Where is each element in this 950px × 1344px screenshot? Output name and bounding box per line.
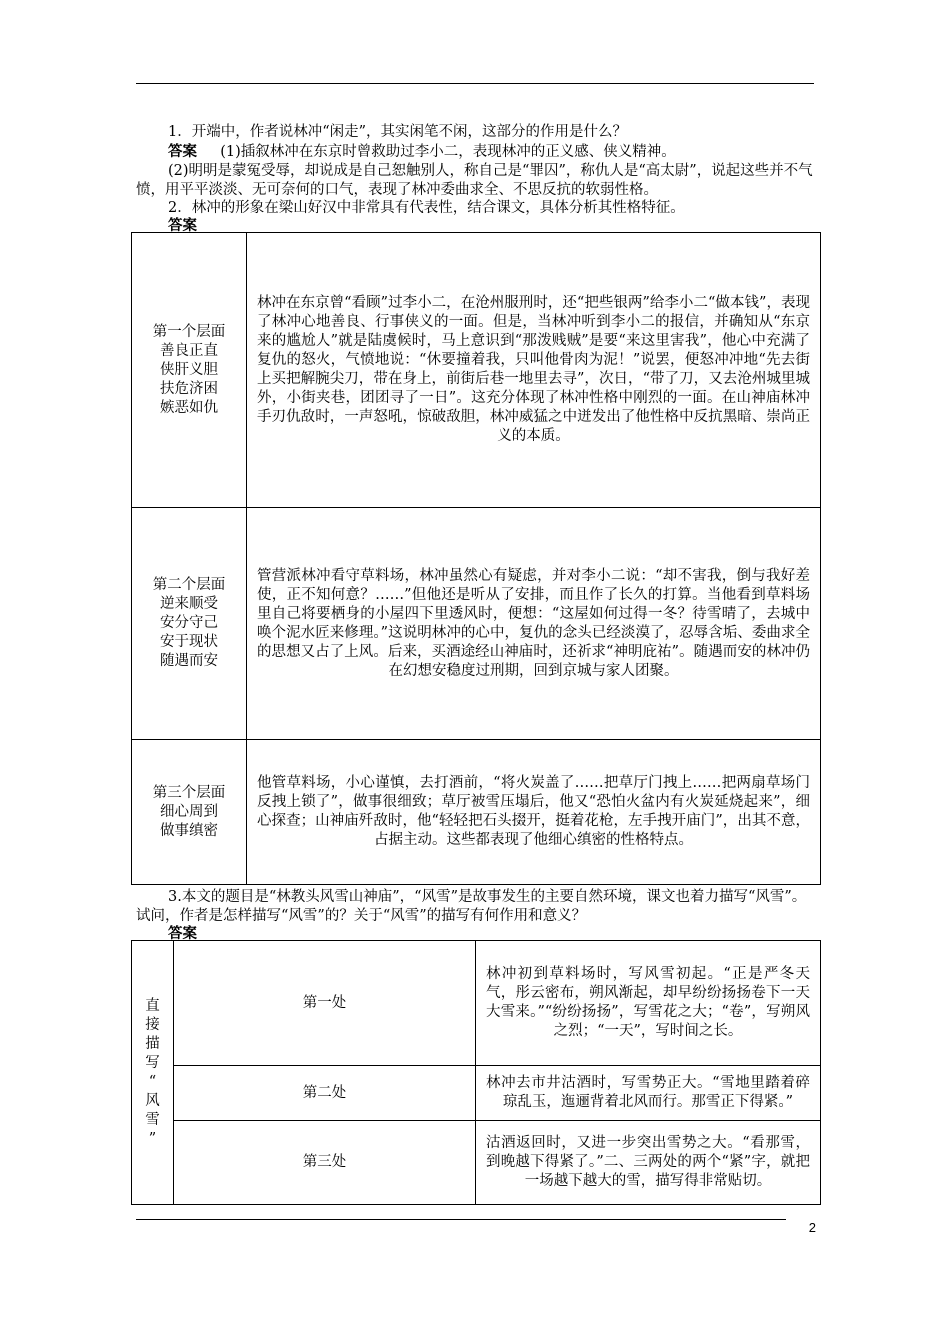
place-2-text: 林冲去市井沽酒时，写雪势正大。“雪地里踏着碎琼乱玉，迤逦背着北风而行。那雪正下得紧。”	[476, 1066, 821, 1121]
row1-analysis: 林冲在东京曾“看顾”过李小二，在沧州服刑时，还“把些银两”给李小二“做本钱”，表现了林冲心地善良、行事侠义的一面。但是，当林冲听到李小二的报信，并确知从“东京来的尴尬人”就是陆虞候时，马上意识到“那泼贱贼”是要“来这里害我”，他心中充满了复仇的怒火，气愤地说：“休要撞着我，只叫他骨肉为泥！”说罢，便怒冲冲地“先去街上买把解腕尖刀，带在身上，前街后巷一地里去寻”，次日，“带了刀，又去沧州城里城外，小街夹巷，团团寻了一日”。这充分体现了林冲性格中刚烈的一面。在山神庙林冲手刃仇敌时，一声怒吼，惊破敌胆，林冲威猛之中迸发出了他性格中反抗黑暗、崇尚正义的本质。	[247, 233, 821, 508]
table-row	[132, 1121, 821, 1205]
q1-question: 1．开端中，作者说林冲“闲走”，其实闲笔不闲，这部分的作用是什么？	[168, 124, 628, 140]
row1-category: 第一个层面 善良正直 侠肝义胆 扶危济困 嫉恶如仇	[132, 233, 247, 508]
row3-analysis: 他管草料场，小心谨慎，去打酒前，“将火炭盖了……把草厅门拽上……把两扇草场门反拽上锁了”，做事很细致；草厅被雪压塌后，他又“恐怕火盆内有火炭延烧起来”，细心探查；山神庙歼敌时，他“轻轻把石头掇开，挺着花枪，左手拽开庙门”，出其不意，占据主动。这些都表现了他细心缜密的性格特点。	[247, 740, 821, 885]
q2-question: 2．林冲的形象在梁山好汉中非常具有代表性，结合课文，具体分析其性格特征。	[168, 200, 685, 216]
footer-rule	[136, 1219, 786, 1220]
q1-answer-label: 答案	[168, 143, 197, 160]
table-row	[132, 941, 821, 1066]
place-2: 第二处	[174, 1066, 476, 1121]
q3-answer-label: 答案	[168, 925, 197, 942]
table-row	[132, 1066, 821, 1121]
q1-answer-line1: (1)插叙林冲在东京时曾救助过李小二，表现林冲的正义感、侠义精神。	[220, 144, 676, 160]
row3-category: 第三个层面 细心周到 做事缜密	[132, 740, 247, 885]
row2-category: 第二个层面 逆来顺受 安分守己 安于现状 随遇而安	[132, 508, 247, 740]
header-rule	[136, 83, 814, 84]
place-1: 第一处	[174, 941, 476, 1066]
q3-answer-table	[131, 940, 821, 1205]
place-1-text: 林冲初到草料场时，写风雪初起。“正是严冬天气，彤云密布，朔风渐起，却早纷纷扬扬卷下一天大雪来。”“纷纷扬扬”，写雪花之大；“卷”，写朔风之烈；“一天”，写时间之长。	[476, 941, 821, 1066]
q2-answer-table	[131, 232, 821, 885]
row2-analysis: 管营派林冲看守草料场，林冲虽然心有疑虑，并对李小二说：“却不害我，倒与我好差使，正不知何意？……”但他还是听从了安排，而且作了长久的打算。当他看到草料场里自己将要栖身的小屋四下里透风时，便想：“这屋如何过得一冬？待雪晴了，去城中唤个泥水匠来修理。”这说明林冲的心中，复仇的念头已经淡漠了，忍辱含垢、委曲求全的思想又占了上风。后来，买酒途经山神庙时，还祈求“神明庇祐”。随遇而安的林冲仍在幻想安稳度过刑期，回到京城与家人团聚。	[247, 508, 821, 740]
q3-question: 3.本文的题目是“林教头风雪山神庙”，“风雪”是故事发生的主要自然环境，课文也着力描写“风雪”。试问，作者是怎样描写“风雪”的？关于“风雪”的描写有何作用和意义？	[136, 889, 807, 924]
page-number: 2	[808, 1220, 816, 1235]
table-row	[132, 740, 821, 885]
direct-description-label: 直 接 描 写 “ 风 雪 ”	[132, 941, 174, 1205]
table-row	[132, 508, 821, 740]
place-3: 第三处	[174, 1121, 476, 1205]
q2-answer-label: 答案	[168, 217, 197, 234]
q1-answer-line2: (2)明明是蒙冤受辱，却说成是自己恕触别人，称自己是“罪囚”，称仇人是“高太尉”，说起这些并不气愤，用平平淡淡、无可奈何的口气，表现了林冲委曲求全、不思反抗的软弱性格。	[136, 163, 813, 198]
place-3-text: 沽酒返回时，又进一步突出雪势之大。“看那雪，到晚越下得紧了。”二、三两处的两个“紧”字，就把一场越下越大的雪，描写得非常贴切。	[476, 1121, 821, 1205]
table-row	[132, 233, 821, 508]
q1-answer	[136, 142, 816, 162]
